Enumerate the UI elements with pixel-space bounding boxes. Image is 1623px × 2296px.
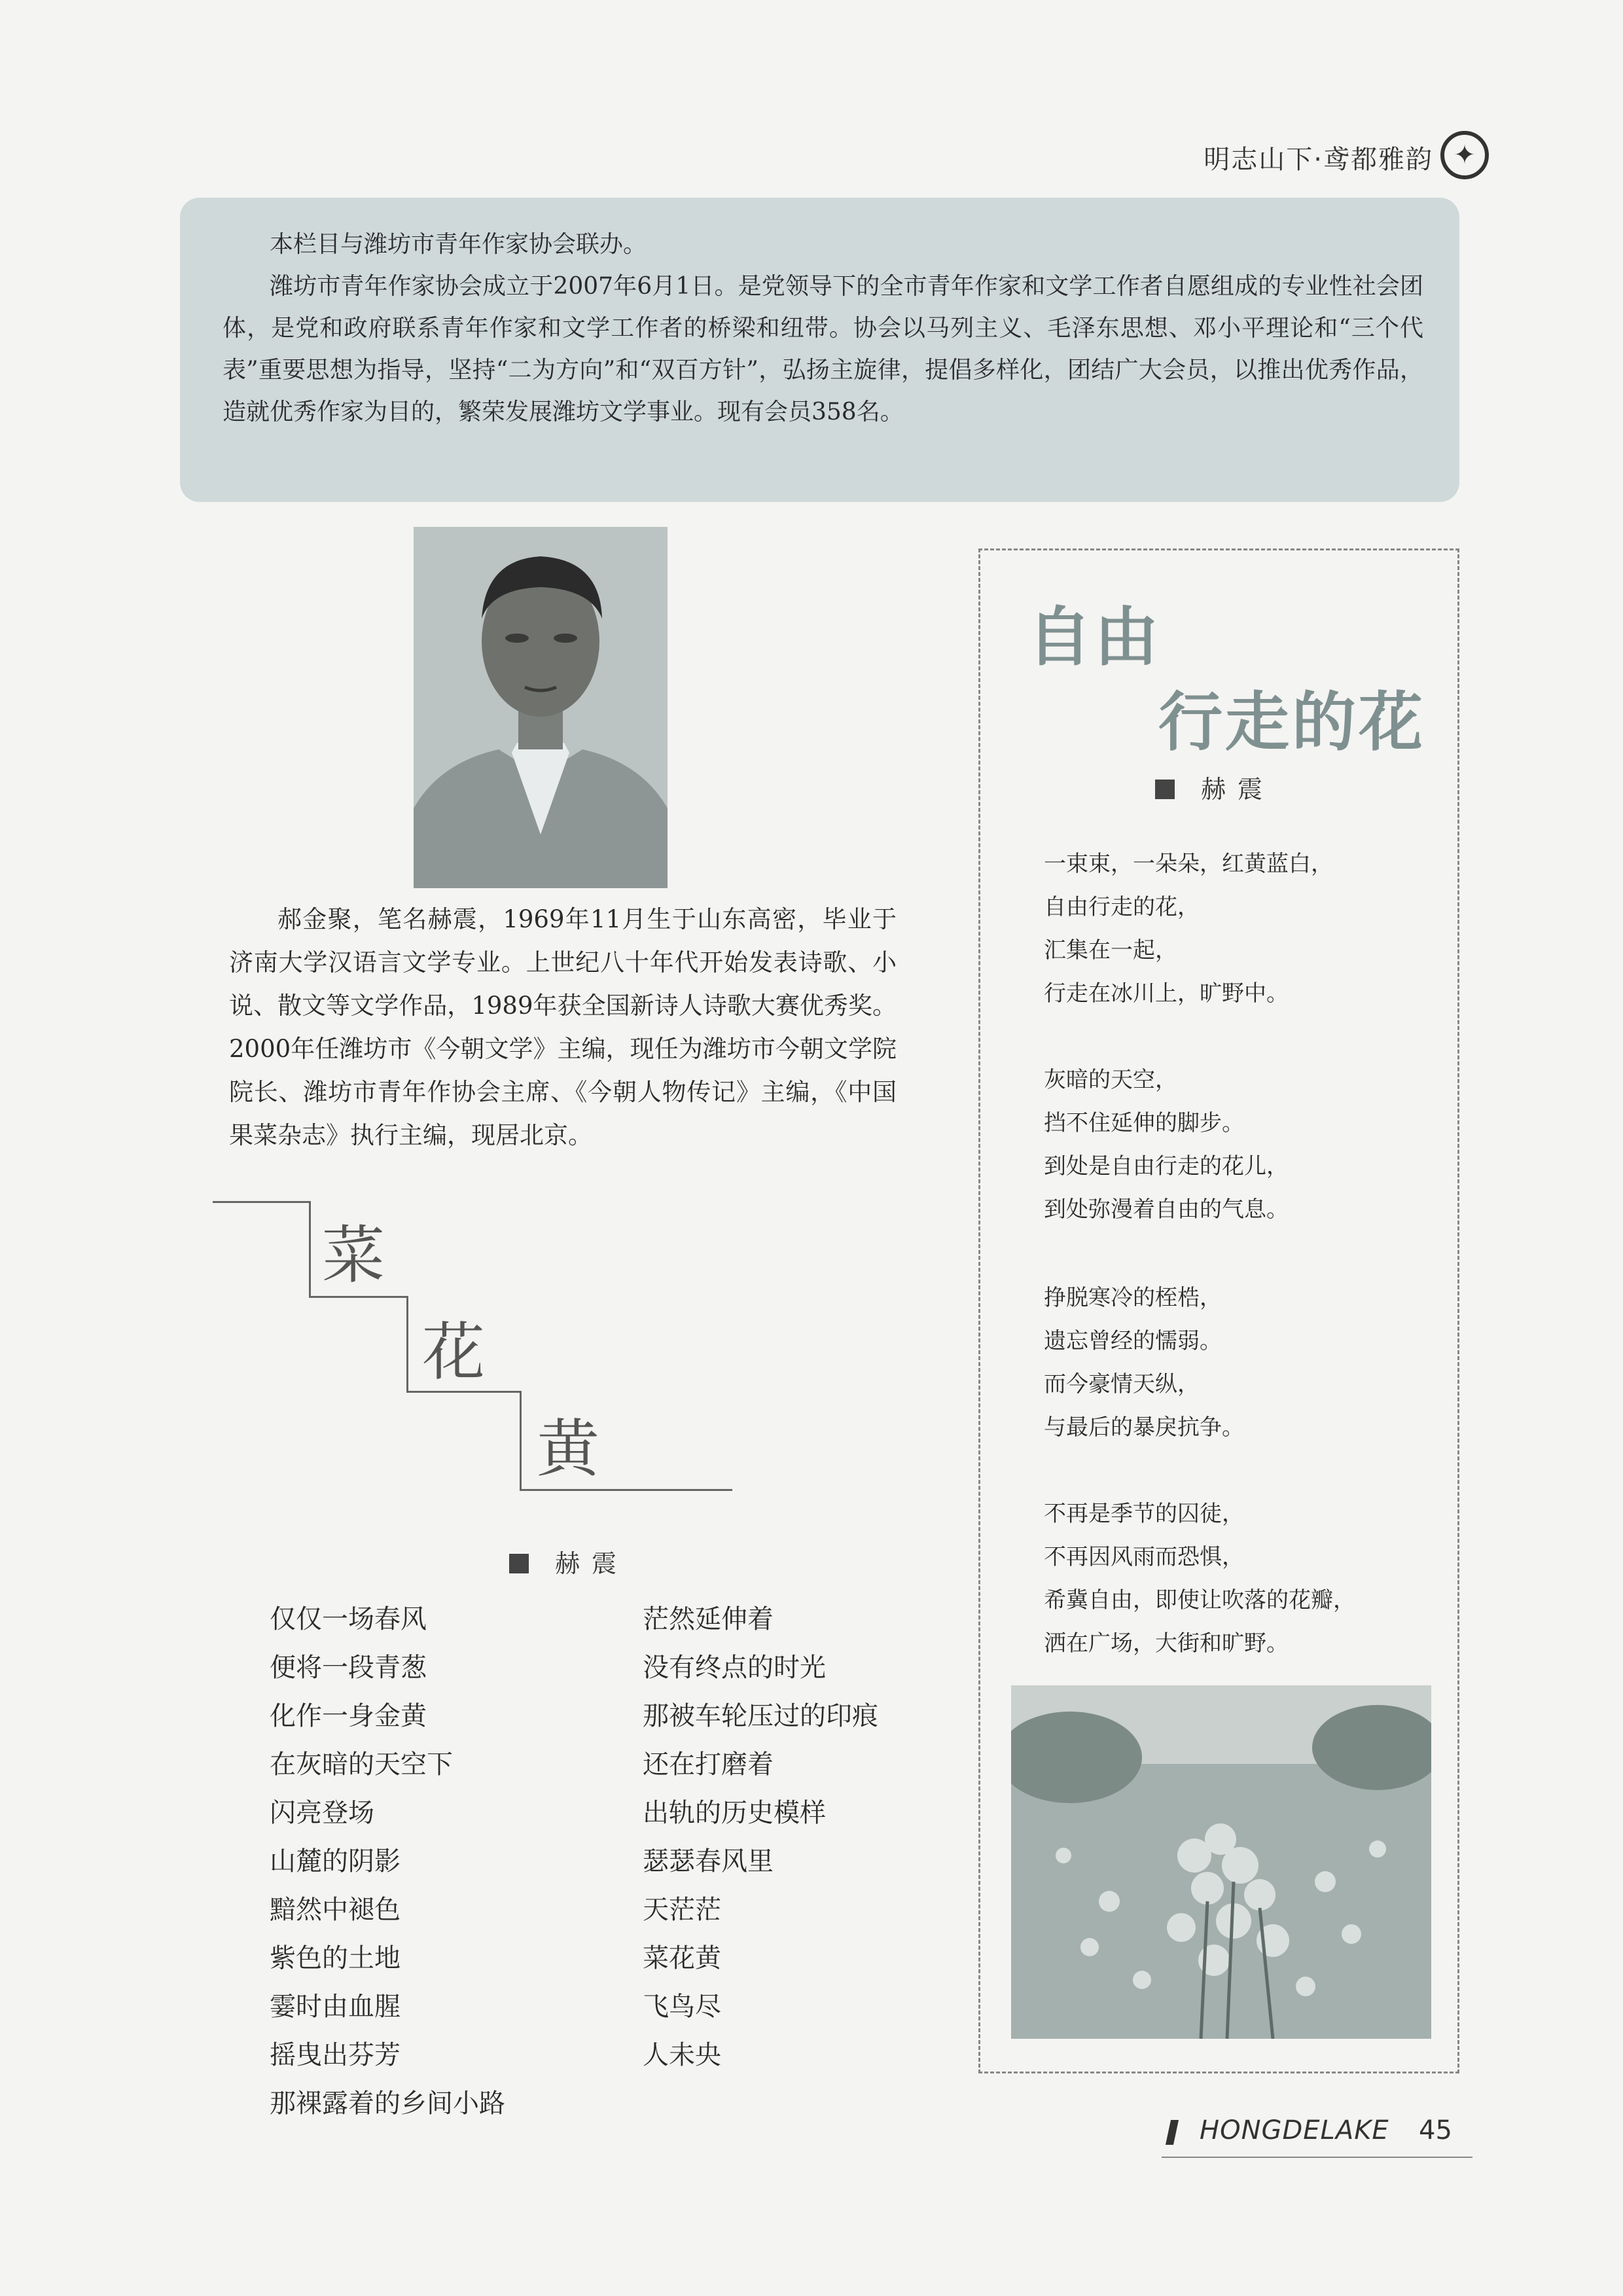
poem-line: 那裸露着的乡间小路 [270, 2089, 505, 2119]
poem-line: 化作一身金黄 [270, 1701, 427, 1731]
poem-line: 洒在广场，大街和旷野。 [1044, 1630, 1289, 1657]
poem-line: 在灰暗的天空下 [270, 1749, 453, 1780]
poem2-author: 赫震 [1201, 775, 1275, 804]
poem-line: 便将一段青葱 [270, 1653, 427, 1683]
poem2-stanza-1 [1044, 842, 1333, 1015]
poem1-title-char: 花 [422, 1316, 485, 1389]
portrait-figure-icon [414, 527, 668, 888]
column-intro-box [180, 198, 1459, 502]
poem1-title-char: 菜 [322, 1219, 385, 1292]
poem-line: 飞鸟尽 [643, 1992, 721, 2022]
poem-line: 一束束，一朵朵，红黄蓝白， [1044, 851, 1333, 877]
poem2-title-line-2: 行走的花 [1158, 685, 1426, 760]
poem1-byline [509, 1543, 628, 1579]
square-bullet-icon [1155, 780, 1175, 799]
poem-line: 出轨的历史模样 [643, 1798, 826, 1828]
poem-line: 霎时由血腥 [270, 1992, 401, 2022]
poem-line: 行走在冰川上，旷野中。 [1044, 980, 1289, 1007]
poem-line: 闪亮登场 [270, 1798, 374, 1828]
poem2-stanza-2 [1044, 1058, 1289, 1231]
poem2-stanza-4 [1044, 1492, 1355, 1665]
stair-line [213, 1201, 311, 1203]
poem-line: 那被车轮压过的印痕 [643, 1701, 878, 1731]
flower-blossoms-icon [1011, 1685, 1431, 2039]
poem-line: 汇集在一起， [1044, 937, 1177, 963]
stair-line [406, 1296, 408, 1392]
poem-line: 灰暗的天空， [1044, 1067, 1177, 1093]
poem-line: 而今豪情天纵， [1044, 1371, 1200, 1397]
poem1-column-1 [270, 1595, 505, 2128]
poem-line: 到处是自由行走的花儿， [1044, 1153, 1289, 1179]
magazine-name: HONGDELAKE [1200, 2115, 1389, 2145]
poem-line: 茫然延伸着 [643, 1604, 774, 1634]
poem-line: 自由行走的花， [1044, 894, 1200, 920]
running-header: 明志山下·鸢都雅韵 [1204, 145, 1433, 175]
poem2-stanza-3 [1044, 1276, 1244, 1449]
poem-line: 瑟瑟春风里 [643, 1846, 774, 1876]
poem-line: 人未央 [643, 2040, 721, 2070]
poem-line: 挣脱寒冷的桎梏， [1044, 1285, 1222, 1311]
poem1-title-char: 黄 [537, 1412, 599, 1486]
stair-line [309, 1201, 311, 1297]
poem-line: 天茫茫 [643, 1895, 721, 1925]
author-bio: 郝金聚，笔名赫震，1969年11月生于山东高密，毕业于济南大学汉语言文学专业。上世纪八十年代开始发表诗歌、小说、散文等文学作品，1989年获全国新诗人诗歌大赛优秀奖。2000年任潍坊市《今朝文学》主编，现任为潍坊市今朝文学院院长、潍坊市青年作协会主席、《今朝人物传记》主编，《中国果菜杂志》执行主编，现居北京。 [229, 905, 897, 1149]
poem-line: 黯然中褪色 [270, 1895, 401, 1925]
poem-line: 希冀自由，即使让吹落的花瓣， [1044, 1587, 1355, 1613]
poem-line: 到处弥漫着自由的气息。 [1044, 1196, 1289, 1223]
square-bullet-icon [509, 1554, 529, 1573]
poem-line: 没有终点的时光 [643, 1653, 826, 1683]
stair-line [520, 1489, 732, 1491]
poem-line: 还在打磨着 [643, 1749, 774, 1780]
poem-line: 仅仅一场春风 [270, 1604, 427, 1634]
section-logo-icon: ✦ [1440, 131, 1489, 179]
poem1-author: 赫震 [555, 1549, 629, 1578]
poem-line: 紫色的土地 [270, 1943, 401, 1973]
poem-line: 山麓的阴影 [270, 1846, 401, 1876]
author-portrait [414, 527, 668, 888]
poem2-title-line-1: 自由 [1027, 600, 1162, 675]
flower-photo [1011, 1685, 1431, 2039]
stair-line [520, 1391, 522, 1490]
stair-line [309, 1296, 408, 1298]
poem-line: 不再因风雨而恐惧， [1044, 1544, 1244, 1570]
page-number: 45 [1419, 2115, 1452, 2145]
poem-line: 摇曳出芬芳 [270, 2040, 401, 2070]
poem-line: 遗忘曾经的懦弱。 [1044, 1328, 1222, 1354]
poem1-column-2 [643, 1595, 878, 2079]
poem-line: 挡不住延伸的脚步。 [1044, 1110, 1244, 1136]
footer-rule [1162, 2157, 1472, 2158]
poem-line: 菜花黄 [643, 1943, 721, 1973]
footer-accent-bar [1166, 2120, 1179, 2145]
intro-paragraph-1: 本栏目与潍坊市青年作家协会联办。 [270, 231, 647, 258]
poem2-byline [1155, 769, 1274, 805]
intro-paragraph-2: 潍坊市青年作家协会成立于2007年6月1日。是党领导下的全市青年作家和文学工作者自愿组成的专业性社会团体，是党和政府联系青年作家和文学工作者的桥梁和纽带。协会以马列主义、毛泽东思想、邓小平理论和“三个代表”重要思想为指导，坚持“二为方向”和“双百方针”，弘扬主旋律，提倡多样化，团结广大会员，以推出优秀作品，造就优秀作家为目的，繁荣发展潍坊文学事业。现有会员358名。 [223, 273, 1423, 425]
poem-line: 不再是季节的囚徒， [1044, 1501, 1244, 1527]
poem-line: 与最后的暴戾抗争。 [1044, 1414, 1244, 1441]
